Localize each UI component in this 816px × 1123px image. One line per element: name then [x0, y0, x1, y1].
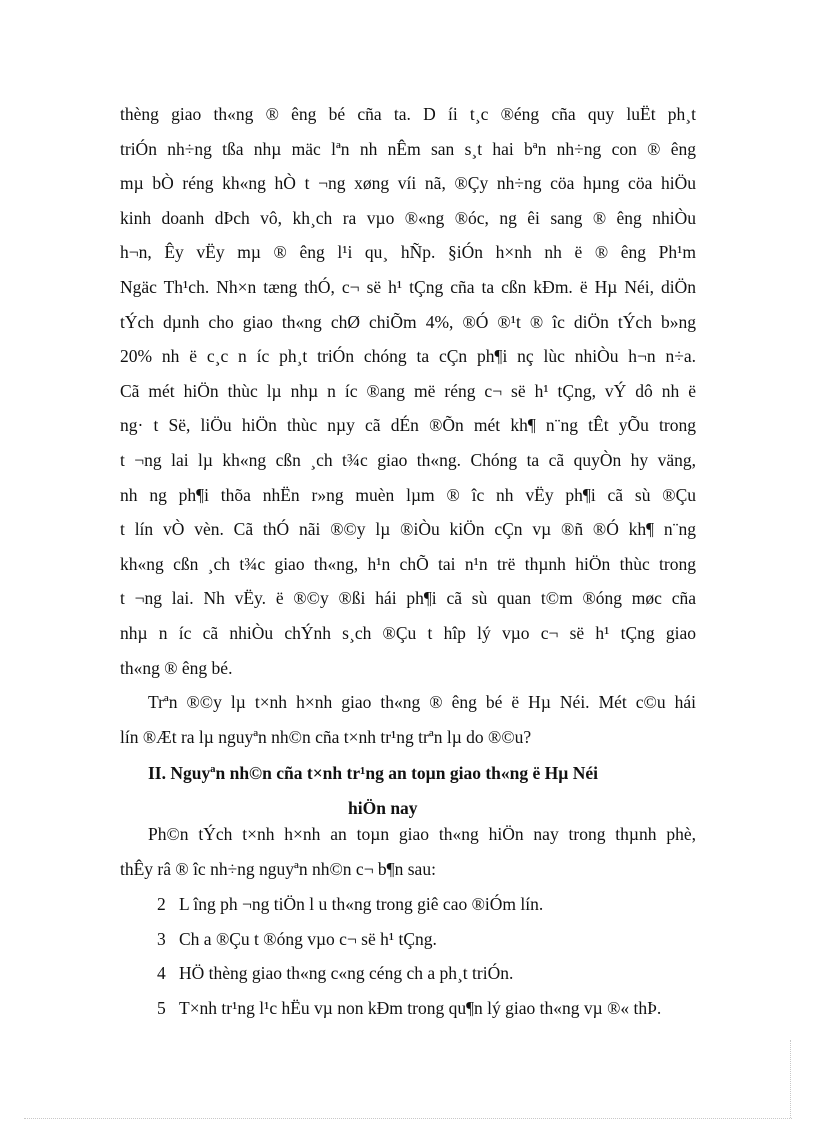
text-line: Ngäc Th¹ch. Nh×n tæng thÓ, c¬ së h¹ tÇng cña ta cßn kÐm. ë Hµ Néi, diÖn [120, 276, 696, 297]
text-line: th«ng ® êng bé. [120, 657, 233, 678]
list-item [157, 922, 717, 957]
paragraph-question [120, 685, 696, 754]
text-line: t lín vÒ vèn. Cã thÓ nãi ®©y lµ ®iÒu kiÖn cÇn vµ ®ñ ®Ó kh¶ n¨ng [120, 519, 696, 540]
text-line: lín ®Æt ra lµ nguyªn nh©n cña t×nh tr¹ng trªn lµ do ®©u? [120, 726, 532, 747]
paragraph-analysis-intro [120, 817, 696, 886]
list-number: 2 [157, 894, 166, 914]
text-line: Trªn ®©y lµ t×nh h×nh giao th«ng ® êng bé ë Hµ Néi. Mét c©u hái [148, 692, 696, 712]
text-line: thèng giao th«ng ® êng bé cña ta. D íi t¸c ®éng cña quy luËt ph¸t [120, 104, 696, 124]
text-line: kh«ng cßn ¸ch t¾c giao th«ng, h¹n chÕ tai n¹n trë thµnh hiÖn thùc trong [120, 553, 696, 574]
list-number: 4 [157, 963, 166, 984]
text-line: mµ bÒ réng kh«ng hÒ t ¬ng xøng víi nã, ®Çy nh÷ng cöa hµng cöa hiÖu [120, 173, 696, 194]
section-heading [120, 756, 696, 825]
list-text: Ch a ®Çu t ®óng vµo c¬ së h¹ tÇng. [179, 928, 437, 949]
heading-line-2: hiÖn nay [348, 797, 418, 818]
text-line: h¬n, Êy vËy mµ ® êng l¹i qu¸ hÑp. §iÓn h×nh nh ë ® êng Ph¹m [120, 242, 696, 263]
text-line: t ¬ng lai lµ kh«ng cßn ¸ch t¾c giao th«ng. Chóng ta cã quyÒn hy väng, [120, 449, 696, 470]
text-line: thÊy râ ® îc nh÷ng nguyªn nh©n c¬ b¶n sau: [120, 858, 436, 879]
text-line: t ¬ng lai. Nh vËy. ë ®©y ®ßi hái ph¶i cã sù quan t©m ®óng møc cña [120, 588, 696, 609]
list-item [157, 991, 717, 1026]
text-line: nh ng ph¶i thõa nhËn r»ng muèn lµm ® îc nh vËy ph¶i cã sù ®Çu [120, 484, 696, 505]
causes-list [157, 887, 717, 1025]
list-item [157, 887, 717, 922]
list-number: 3 [157, 928, 166, 949]
text-line: ng· t Së, liÖu hiÖn thùc nµy cã dÉn ®Õn mét kh¶ n¨ng tÊt yÕu trong [120, 415, 696, 436]
text-line: tÝch dµnh cho giao th«ng chØ chiÕm 4%, ®Ó ®¹t ® îc diÖn tÝch b»ng [120, 311, 696, 332]
text-line: nhµ n íc cã nhiÒu chÝnh s¸ch ®Çu t hîp lý vµo c¬ së h¹ tÇng giao [120, 622, 696, 643]
list-text: HÖ thèng giao th«ng c«ng céng ch a ph¸t triÓn. [179, 963, 514, 984]
list-text: L îng ph ¬ng tiÖn l u th«ng trong giê cao ®iÓm lín. [179, 894, 544, 914]
text-line: 20% nh ë c¸c n íc ph¸t triÓn chóng ta cÇn ph¶i nç lùc nhiÒu h¬n n÷a. [120, 346, 696, 367]
heading-line-1: II. Nguyªn nh©n cña t×nh tr¹ng an toµn giao th«ng ë Hµ Néi [148, 763, 598, 783]
text-line: triÓn nh÷ng tßa nhµ mäc lªn nh nÊm san s¸t hai bªn nh÷ng con ® êng [120, 138, 696, 159]
page-border-right [790, 1040, 791, 1118]
list-text: T×nh tr¹ng l¹c hËu vµ non kÐm trong qu¶n lý giao th«ng vµ ®« thÞ. [179, 997, 662, 1018]
list-item [157, 956, 717, 991]
paragraph-road-system [120, 97, 696, 685]
list-number: 5 [157, 997, 166, 1018]
text-line: kinh doanh dÞch vô, kh¸ch ra vµo ®«ng ®óc, ng êi sang ® êng nhiÒu [120, 207, 696, 228]
page-border-bottom [24, 1118, 792, 1119]
text-line: Ph©n tÝch t×nh h×nh an toµn giao th«ng hiÖn nay trong thµnh phè, [148, 824, 696, 844]
text-line: Cã mét hiÖn thùc lµ nhµ n íc ®ang më réng c¬ së h¹ tÇng, vÝ dô nh ë [120, 380, 696, 401]
